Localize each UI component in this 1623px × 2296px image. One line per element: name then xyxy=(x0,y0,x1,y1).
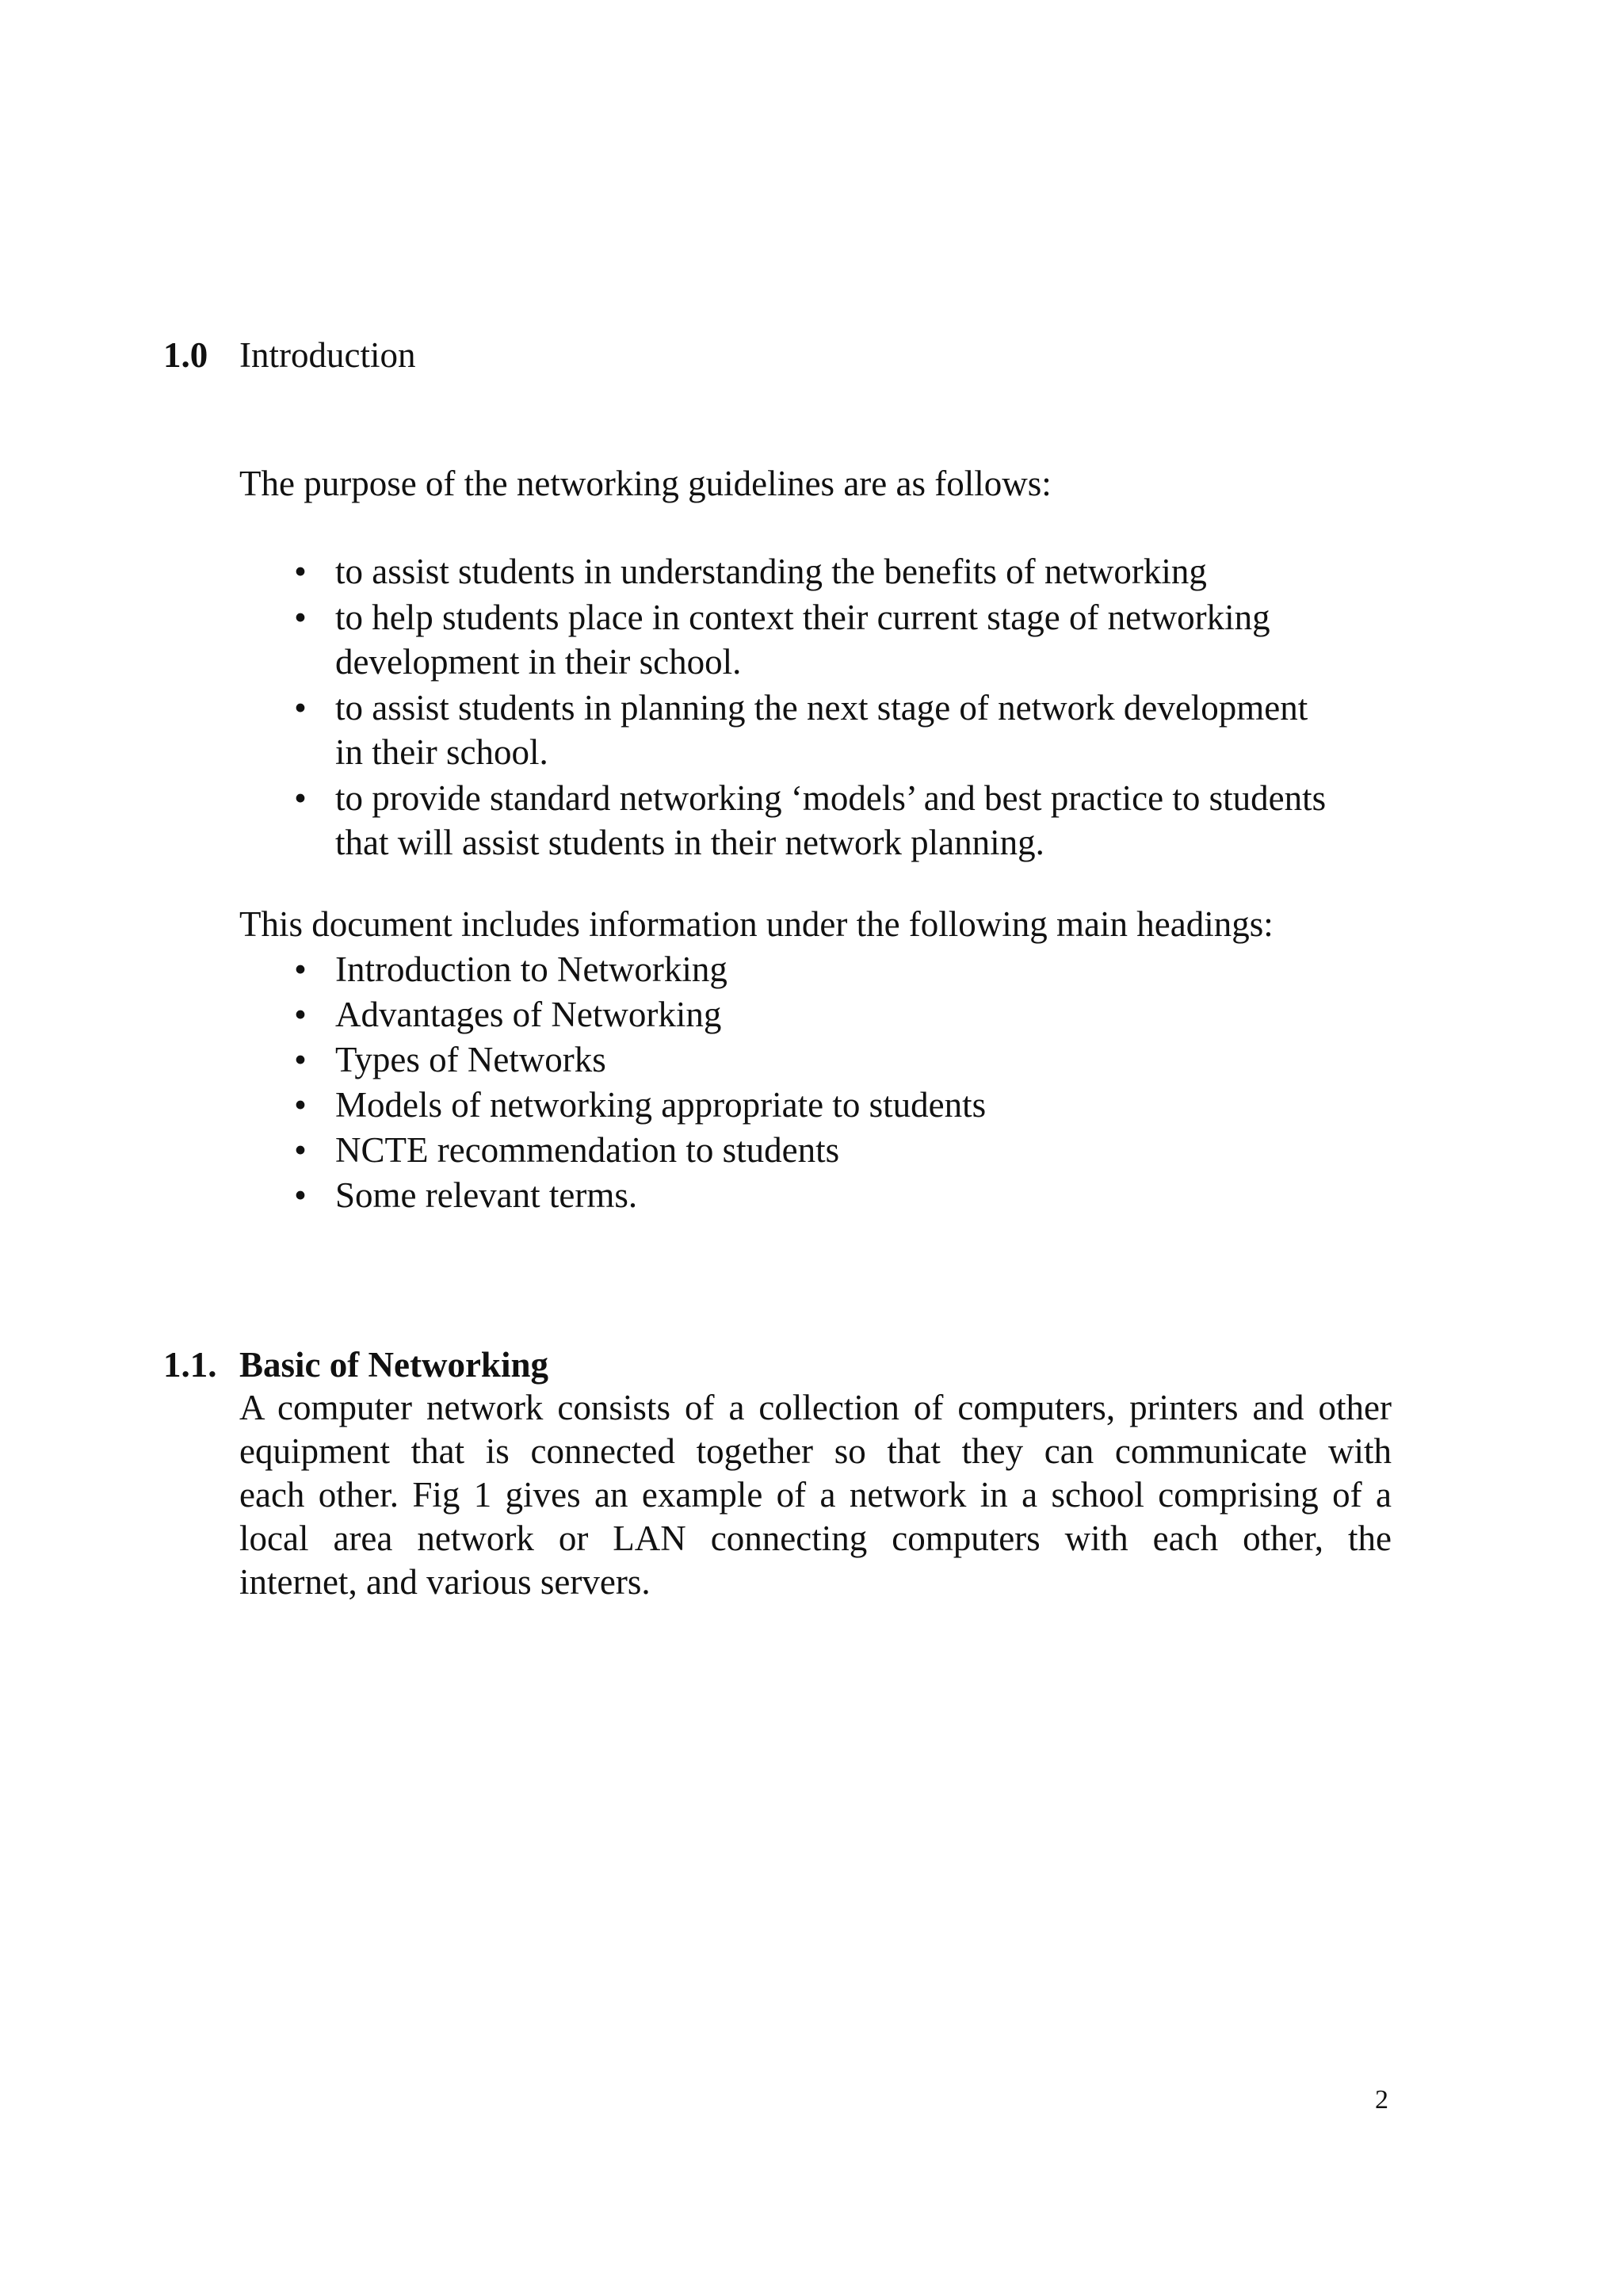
list-item xyxy=(239,992,986,1037)
list-item-text: to assist students in understanding the benefits of networking xyxy=(335,552,1207,591)
list-item xyxy=(239,686,1326,774)
paragraph-line: equipment that is connected together so that they can communicate with xyxy=(239,1431,1392,1471)
list-item xyxy=(239,1083,986,1127)
list-item-text: to help students place in context their current stage of networking xyxy=(335,598,1270,637)
list-item-text-continued: in their school. xyxy=(335,732,548,772)
purpose-intro-paragraph: The purpose of the networking guidelines are as follows: xyxy=(239,464,1052,503)
list-item xyxy=(239,776,1326,865)
bullet-icon: • xyxy=(294,949,307,989)
bullet-icon: • xyxy=(294,1040,307,1079)
list-item-text: to provide standard networking ‘models’ and best practice to students xyxy=(335,778,1327,818)
section-title: Introduction xyxy=(239,335,416,375)
bullet-icon: • xyxy=(294,1175,307,1215)
list-item-text: Some relevant terms. xyxy=(335,1175,638,1215)
page-number: 2 xyxy=(1375,2085,1388,2115)
list-item xyxy=(239,549,1326,594)
list-item-text: Models of networking appropriate to students xyxy=(335,1085,987,1125)
section-number: 1.0 xyxy=(163,335,208,375)
bullet-icon: • xyxy=(294,1130,307,1170)
list-item-text-continued: that will assist students in their network planning. xyxy=(335,823,1044,862)
list-item-text: Types of Networks xyxy=(335,1040,606,1079)
list-item-text: Introduction to Networking xyxy=(335,949,727,989)
paragraph-line: each other. Fig 1 gives an example of a network in a school comprising of a xyxy=(239,1475,1392,1515)
purpose-list xyxy=(239,549,1326,866)
bullet-icon: • xyxy=(294,552,307,591)
list-item xyxy=(239,1173,986,1217)
section-number: 1.1. xyxy=(163,1345,217,1385)
list-item-text: NCTE recommendation to students xyxy=(335,1130,840,1170)
bullet-icon: • xyxy=(294,778,307,818)
basic-of-networking-paragraph xyxy=(239,1386,1392,1604)
section-title: Basic of Networking xyxy=(239,1345,548,1385)
bullet-icon: • xyxy=(294,598,307,637)
list-item-text-continued: development in their school. xyxy=(335,642,742,682)
main-headings-list xyxy=(239,947,986,1218)
paragraph-line: A computer network consists of a collection of computers, printers and other xyxy=(239,1388,1392,1427)
list-item xyxy=(239,595,1326,684)
bullet-icon: • xyxy=(294,688,307,728)
list-item xyxy=(239,947,986,991)
list-item xyxy=(239,1128,986,1172)
paragraph-line: local area network or LAN connecting computers with each other, the xyxy=(239,1519,1392,1558)
list-item-text: to assist students in planning the next stage of network development xyxy=(335,688,1308,728)
section-heading-basic-of-networking xyxy=(163,1343,548,1387)
paragraph-line: internet, and various servers. xyxy=(239,1562,651,1602)
section-heading-introduction xyxy=(163,333,415,377)
list-item xyxy=(239,1037,986,1082)
headings-intro-paragraph: This document includes information under the following main headings: xyxy=(239,904,1274,944)
bullet-icon: • xyxy=(294,995,307,1034)
bullet-icon: • xyxy=(294,1085,307,1125)
list-item-text: Advantages of Networking xyxy=(335,995,722,1034)
